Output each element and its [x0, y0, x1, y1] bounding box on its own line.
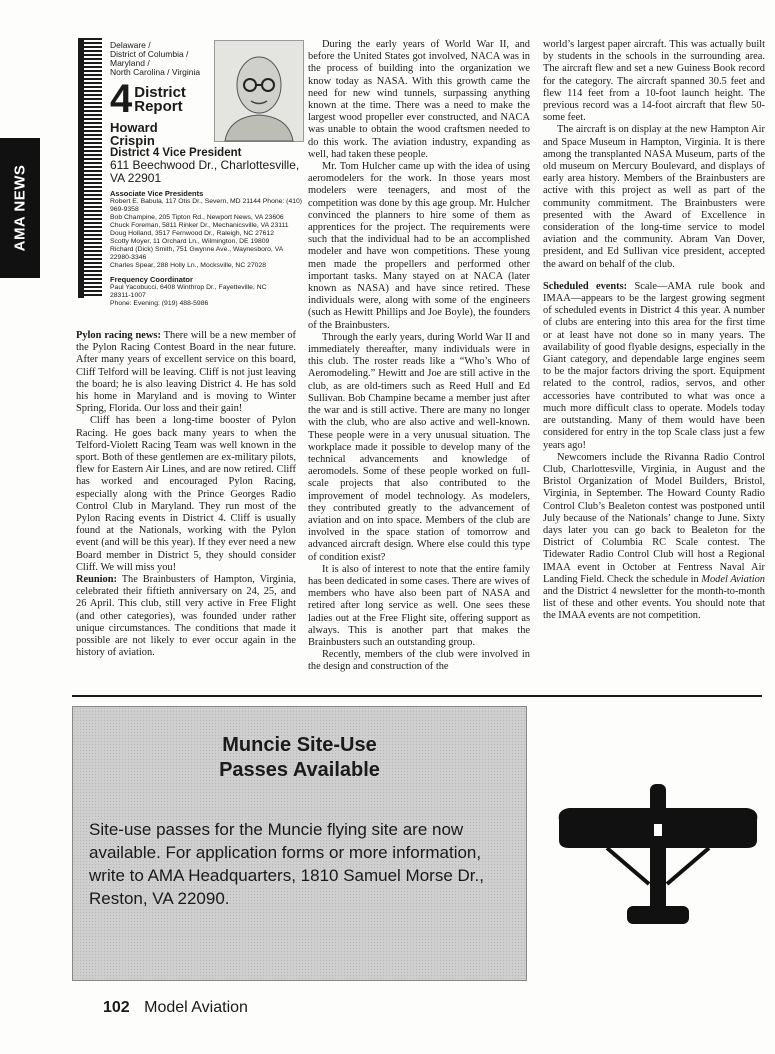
- vp-first-name: Howard: [110, 120, 158, 135]
- freq-coord-heading: Frequency Coordinator: [110, 275, 193, 284]
- column-2: [308, 39, 530, 674]
- lead-in: Pylon racing news:: [76, 330, 161, 341]
- assoc-vp-line: Doug Holland, 3517 Fernwood Dr., Raleigh, NC 27612: [110, 230, 274, 237]
- section-tab: [0, 138, 40, 278]
- announcement-body: Site-use passes for the Muncie flying site are now available. For application forms or more information, write to AMA Headquarters, 1810 Samuel Morse Dr., Reston, VA 22090.: [89, 820, 484, 908]
- state-line: District of Columbia /: [110, 49, 189, 59]
- assoc-vp-line: Bob Champine, 205 Tipton Rd., Newport News, VA 23606: [110, 214, 284, 221]
- vp-name: [110, 121, 304, 147]
- announcement-title: [73, 733, 526, 783]
- freq-coord-line: Paul Yacobucci, 6408 Winthrop Dr., Fayetteville, NC: [110, 284, 267, 291]
- assoc-vp-line: 22980-3346: [110, 254, 147, 261]
- paragraph: Through the early years, during World War II and immediately thereafter, many individuals were in this club. The roster reads like a “Who’s Who of Aeromodeling.” Hewitt and Joe are still active in the club, as are old-timers such as Reed Hull and Ed Sullivan. Bob Champine became a member just after the war and is still active. There are many no longer with the club, who are also active and well-known. These people were in a very unusual situation. The workplace made it possible to develop many of the technical advancements and knowledge of aeromodels. Some of these people worked on full-scale projects that also contributed to the improvement of model technology. As modelers, they contributed greatly to the advancement of aviation and on into space. Members of the club are involved in the space station of tomorrow and advanced aircraft design. Where else could this type of condition exist?: [308, 331, 530, 563]
- page-number: 102: [103, 999, 130, 1016]
- airplane-silhouette-icon: [553, 784, 763, 929]
- assoc-vp-line: Scotty Moyer, 11 Orchard Ln., Wilmington, DE 19809: [110, 238, 270, 245]
- assoc-vp-line: Charles Spear, 288 Holly Ln., Mocksville, NC 27028: [110, 262, 267, 269]
- page-footer: [103, 999, 248, 1017]
- vp-last-name: Crispin: [110, 133, 155, 148]
- state-line: North Carolina / Virginia: [110, 67, 201, 77]
- assoc-vp-heading: Associate Vice Presidents: [110, 189, 204, 198]
- address-line: VA 22901: [110, 170, 162, 185]
- paragraph: During the early years of World War II, and before the United States got involved, NACA was in the process of building into the organization we know today as NASA. With this growth came the need for new wind tunnels, surpassing anything known at the time. There was a need to make the largest wood propeller ever constructed, and NACA was unable to obtain the wood craftsmen needed to do this work. The aviation industry, expanding as well, had taken these people.: [308, 39, 530, 160]
- freq-coord-line: 28311-1007: [110, 292, 146, 299]
- decorative-stripes: [84, 38, 102, 298]
- section-divider: [72, 695, 762, 697]
- vp-address: [110, 159, 304, 184]
- district-title-line: District: [134, 84, 186, 101]
- paragraph-text: Newcomers include the Rivanna Radio Control Club, Charlottesville, Virginia, in August and the Bristol Organization of Model Builders, Bristol, Virginia, in September. The Howard County Radio Control Club’s Bealeton contest was postponed until July because of the Nationals’ change to June. Sixty days later you can go back to Bealeton for the District of Columbia RC Scale contest. The Tidewater Radio Control Club will host a Regional IMAA event in October at Fentress Naval Air Landing Field. Check the schedule in: [543, 451, 765, 585]
- paragraph: Cliff has been a long-time booster of Pylon Racing. He goes back many years to when the Telford-Violett Racing Team was well known in the sport. Both of these gentlemen are ex-military pilots, flew for Eastern Air Lines, and are now retired. Cliff has worked and encouraged Pylon Racing, especially along with the Prince Georges Radio Control Club in Maryland. They run most of the Pylon Racing events in District 4. Cliff is usually found at the Nationals, working with the Pylon event (and will be this year). If they ever need a new Board member in District 5, they should consider Cliff. We will miss you!: [76, 415, 296, 573]
- freq-coord-line: Phone: Evening: (919) 488-5986: [110, 300, 209, 307]
- assoc-vp-line: Chuck Foreman, 5811 Rinker Dr., Mechanicsville, VA 23111: [110, 222, 289, 229]
- announcement-title-line: Passes Available: [219, 759, 380, 781]
- announcement-title-line: Muncie Site-Use: [222, 734, 377, 756]
- paragraph: world’s largest paper aircraft. This was actually built by students in the schools in the surrounding area. The aircraft flew and set a new Guiness Book record for the category. The aircraft spanned 30.5 feet and flew 114 feet from a 10-foot launch height. The previous record was a 14-foot aircraft that flew 50-some feet.: [543, 39, 765, 124]
- paragraph: [543, 281, 765, 452]
- paragraph-text: There will be a new member of the Pylon Racing Contest Board in the near future. After many years of excellent service on this board, Cliff Telford will be leaving. Cliff is not just leaving the board; he is also leaving District 4. He has sold his home in Maryland and is moving to Winter Spring, Florida. Our loss and their gain!: [76, 330, 296, 415]
- district-report-box: [78, 38, 304, 307]
- magazine-title-italic: Model Aviation: [701, 573, 765, 585]
- paragraph: It is also of interest to note that the entire family has been dedicated in some cases. There are wives of members who have also been part of NASA and retired after long service as well. One sees these ladies out at the Free Flight site, offering support as always. This is another part that makes the Brainbusters such an outstanding group.: [308, 563, 530, 648]
- muncie-announcement: [72, 706, 527, 981]
- magazine-name: Model Aviation: [144, 999, 248, 1016]
- vp-title: District 4 Vice President: [110, 147, 242, 159]
- column-3: [543, 39, 765, 623]
- assoc-vp-list: [110, 198, 304, 270]
- lead-in: Scheduled events:: [543, 280, 628, 292]
- paragraph-text: and the District 4 newsletter for the month-to-month list of these and other events. You should note that the IMAA events are not competition.: [543, 585, 765, 622]
- freq-coord-info: [110, 284, 304, 308]
- district-number: 4: [110, 77, 133, 121]
- paragraph: [76, 330, 296, 415]
- paragraph-text: Scale—AMA rule book and IMAA—appears to be the largest growing segment of scheduled events in District 4 this year. A number of clubs are entering into this area for the first time or at least have not done so in many years. The availability of good flyable designs, especially in the Giant category, and dependable large engines seem to be the major factors driving the sport. Equipment related to the control, radios, servos, and other accessories have contributed to what was once a much more difficult class to operate. Models today are outstanding. Many of them would have been considered for entry in the top Scale class just a few years ago!: [543, 280, 765, 451]
- assoc-vp-line: Richard (Dick) Smith, 751 Gwynne Ave., Waynesboro, VA: [110, 246, 284, 253]
- address-line: 611 Beechwood Dr., Charlottesville,: [110, 158, 300, 172]
- paragraph: The aircraft is on display at the new Hampton Air and Space Museum in Hampton, Virginia. It is there among the transplanted NASA Museum, parts of the old museum on Mercury Boulevard, and displays of early area history. Members of the Brainbusters are active with this project as well as part of the community commitment. The Brainbusters were presented with the Award of Excellence in consideration of the long-time service to model aviation and the community. Abram Van Dover, president, and Ed Sullivan vice president, accepted the award on behalf of the club.: [543, 124, 765, 270]
- section-tab-label: AMA NEWS: [11, 164, 29, 252]
- state-line: Maryland /: [110, 58, 150, 68]
- paragraph: Recently, members of the club were involved in the design and construction of the: [308, 649, 530, 673]
- district-states: [110, 41, 304, 77]
- column-1: [76, 330, 296, 659]
- district-heading: [110, 77, 304, 121]
- paragraph: [543, 452, 765, 623]
- lead-in: Reunion:: [76, 574, 117, 586]
- paragraph: Mr. Tom Hulcher came up with the idea of using aeromodelers for the work. In those years most modelers were teenagers, and most of the competition was done by this age group. Mr. Hulcher convinced the planners to hire some of them as apprentices for the project. The requirements were such that the individual had to be an accomplished modeler and have won competitions. These young men made the propellers and performed other important tasks. Many stayed on at NACA (later known as NASA) and have since retired. These individuals were, along with some of the engineers (such as Hewitt Phillips and Joe Boyle), the founders of the Brainbusters.: [308, 161, 530, 331]
- assoc-vp-line: 969-9358: [110, 206, 139, 213]
- district-title: [134, 86, 186, 114]
- state-line: Delaware /: [110, 40, 151, 50]
- district-title-line: Report: [134, 98, 183, 115]
- paragraph-text: The Brainbusters of Hampton, Virginia, celebrated their fiftieth anniversary on 24, 25, and 26 April. This club, still very active in Free Flight (and other categories), was founded under rather unique circumstances. The conditions that made it possible are not likely to ever occur again in the history of aviation.: [76, 574, 296, 659]
- paragraph: [76, 574, 296, 659]
- assoc-vp-line: Robert E. Babula, 117 Otis Dr., Severn, MD 21144 Phone: (410): [110, 198, 303, 205]
